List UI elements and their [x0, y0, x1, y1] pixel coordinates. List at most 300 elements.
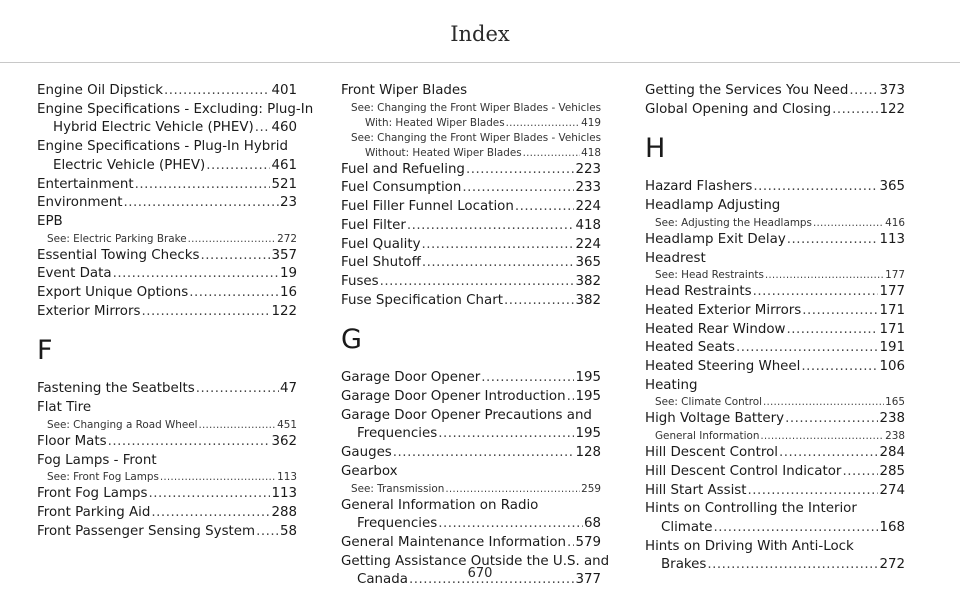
index-subentry — [341, 101, 601, 131]
entry-line — [341, 534, 601, 553]
entry-line — [645, 482, 905, 501]
dot-leader — [108, 433, 271, 452]
dot-leader — [760, 429, 884, 444]
entry-text-continued: With: Heated Wiper Blades — [365, 116, 505, 129]
index-entry — [645, 463, 905, 482]
entry-line — [341, 161, 601, 180]
entry-line — [645, 101, 905, 120]
index-subentry — [37, 418, 297, 433]
page-ref: 224 — [575, 199, 601, 215]
entry-text: Front Wiper Blades — [341, 83, 468, 98]
dot-leader — [481, 369, 574, 388]
dot-leader — [199, 418, 277, 433]
page-ref: 19 — [279, 266, 297, 282]
page-ref: 113 — [277, 471, 297, 484]
dot-leader — [801, 358, 878, 377]
entry-line — [37, 504, 297, 523]
entry-line — [37, 194, 297, 213]
entry-text: Front Passenger Sensing System — [37, 523, 256, 539]
page-ref: 419 — [581, 116, 601, 129]
page-ref: 122 — [879, 101, 905, 117]
page-ref: 382 — [575, 292, 601, 308]
index-entry — [37, 176, 297, 195]
index-entry — [645, 444, 905, 463]
entry-text: See: Electric Parking Brake — [47, 232, 187, 245]
dot-leader — [196, 380, 279, 399]
page-ref: 168 — [879, 519, 905, 535]
dot-leader — [786, 321, 878, 340]
entry-text: Fuel Shutoff — [341, 255, 421, 271]
entry-text: Hazard Flashers — [645, 179, 753, 195]
dot-leader — [506, 116, 581, 131]
page-number: 670 — [467, 566, 493, 581]
dot-leader — [188, 232, 277, 247]
page-ref: 259 — [581, 482, 601, 495]
index-entry — [341, 497, 601, 534]
page-ref: 224 — [575, 236, 601, 252]
page-ref: 373 — [879, 83, 905, 98]
entry-line — [645, 358, 905, 377]
index-entry — [341, 292, 601, 311]
entry-line — [645, 231, 905, 250]
entry-line — [341, 388, 601, 407]
index-entry — [341, 273, 601, 292]
entry-line — [37, 101, 314, 120]
index-entry — [341, 444, 601, 463]
entry-line — [645, 82, 905, 101]
index-subentry — [645, 429, 905, 444]
index-subentry — [37, 470, 297, 485]
page-ref: 461 — [271, 157, 297, 173]
dot-leader — [189, 284, 279, 303]
index-entry — [341, 534, 601, 553]
dot-leader — [438, 515, 583, 534]
page-ref: 195 — [575, 370, 601, 386]
index-column-3 — [645, 82, 905, 575]
page-ref: 195 — [575, 389, 601, 405]
entry-text: Engine Specifications - Excluding: Plug-In — [37, 101, 314, 117]
entry-text: Gearbox — [341, 463, 398, 479]
entry-text: Hill Descent Control Indicator — [645, 463, 842, 479]
header-rule — [0, 62, 960, 63]
index-subentry — [341, 482, 601, 497]
entry-text: Gauges — [341, 445, 392, 461]
dot-leader — [832, 101, 878, 120]
entry-text: See: Head Restraints — [655, 269, 764, 282]
entry-text: General Information — [655, 430, 760, 443]
page-ref: 238 — [879, 411, 905, 427]
entry-line — [341, 497, 601, 516]
dot-leader — [714, 519, 879, 538]
index-subentry — [341, 131, 601, 161]
page-ref: 122 — [271, 303, 297, 319]
dot-leader — [736, 339, 879, 358]
entry-line-continued — [645, 519, 905, 538]
entry-line — [645, 395, 905, 410]
entry-line — [341, 236, 601, 255]
entry-text: Headlamp Adjusting — [645, 198, 781, 214]
entry-text: Global Opening and Closing — [645, 101, 832, 117]
entry-line — [341, 407, 601, 426]
dot-leader — [787, 231, 879, 250]
entry-text: Export Unique Options — [37, 285, 189, 301]
entry-line — [645, 268, 905, 283]
entry-text: Floor Mats — [37, 433, 107, 449]
entry-line — [37, 485, 297, 504]
page-ref: 451 — [277, 418, 297, 431]
entry-text: Heated Steering Wheel — [645, 359, 801, 375]
page-ref: 285 — [879, 463, 905, 479]
index-entry — [645, 101, 905, 120]
dot-leader — [515, 198, 575, 217]
index-entry — [645, 339, 905, 358]
page-ref: 113 — [271, 486, 297, 502]
dot-leader — [255, 119, 271, 138]
page-ref: 401 — [271, 83, 297, 98]
page-ref: 521 — [271, 176, 297, 192]
entry-text: Heated Rear Window — [645, 321, 786, 337]
index-entry — [645, 358, 905, 377]
entry-line-continued — [341, 425, 601, 444]
index-entry — [341, 198, 601, 217]
dot-leader — [779, 444, 878, 463]
dot-leader — [785, 410, 878, 429]
entry-text: Hints on Driving With Anti-Lock — [645, 538, 854, 554]
index-entry — [37, 247, 297, 266]
dot-leader — [445, 482, 580, 497]
dot-leader — [380, 273, 575, 292]
entry-line-continued — [37, 119, 297, 138]
index-subentry — [645, 216, 905, 231]
index-subentry — [645, 395, 905, 410]
dot-leader — [763, 395, 884, 410]
entry-text: Headlamp Exit Delay — [645, 231, 786, 247]
entry-line-continued — [341, 146, 601, 161]
entry-text: High Voltage Battery — [645, 411, 785, 427]
page-ref: 177 — [879, 284, 905, 300]
entry-text-continued: Without: Heated Wiper Blades — [365, 146, 522, 159]
entry-text: Heated Seats — [645, 340, 735, 356]
entry-line — [37, 399, 297, 418]
entry-line — [645, 321, 905, 340]
dot-leader — [753, 178, 878, 197]
index-subentry — [37, 232, 297, 247]
entry-line — [645, 250, 905, 269]
entry-line — [37, 247, 297, 266]
entry-text: Essential Towing Checks — [37, 247, 200, 263]
index-entry — [341, 407, 601, 444]
entry-line — [645, 216, 905, 231]
entry-line — [341, 254, 601, 273]
page-ref: 47 — [279, 381, 297, 397]
page-ref: 362 — [271, 433, 297, 449]
entry-line — [341, 482, 601, 497]
entry-text: Garage Door Opener Precautions and — [341, 407, 592, 423]
page-ref: 191 — [879, 340, 905, 356]
entry-text: Entertainment — [37, 176, 134, 192]
entry-text: Getting the Services You Need — [645, 83, 849, 98]
page-ref: 233 — [575, 180, 601, 196]
index-entry — [37, 82, 297, 101]
dot-leader — [504, 292, 574, 311]
page-ref: 418 — [581, 146, 601, 159]
dot-leader — [407, 217, 575, 236]
entry-line — [37, 232, 297, 247]
entry-text: Fuel Filler Funnel Location — [341, 199, 514, 215]
entry-line — [341, 101, 601, 116]
entry-line — [37, 265, 297, 284]
entry-line — [37, 523, 297, 542]
entry-line — [341, 179, 601, 198]
dot-leader — [113, 265, 279, 284]
entry-text: See: Changing the Front Wiper Blades - Vehicles — [351, 101, 602, 114]
index-entry — [645, 250, 905, 269]
entry-line — [341, 292, 601, 311]
section-letter: G — [341, 324, 362, 356]
dot-leader — [748, 482, 879, 501]
page-ref: 288 — [271, 504, 297, 520]
entry-text: Garage Door Opener — [341, 370, 481, 386]
entry-line — [645, 283, 905, 302]
page-ref: 177 — [885, 269, 905, 282]
entry-line — [341, 198, 601, 217]
dot-leader — [462, 179, 574, 198]
section-letter: F — [37, 335, 53, 367]
index-entry — [37, 452, 297, 471]
entry-text-continued: Hybrid Electric Vehicle (PHEV) — [53, 120, 254, 136]
page-ref: 284 — [879, 445, 905, 461]
index-entry — [341, 369, 601, 388]
entry-line — [341, 273, 601, 292]
entry-text: Fuse Specification Chart — [341, 292, 503, 308]
entry-line — [645, 429, 905, 444]
entry-line — [645, 463, 905, 482]
index-entry — [645, 82, 905, 101]
index-entry — [341, 236, 601, 255]
entry-line — [37, 418, 297, 433]
entry-text: Front Parking Aid — [37, 504, 151, 520]
dot-leader — [842, 463, 878, 482]
page-ref: 377 — [575, 572, 601, 588]
entry-text: Headrest — [645, 250, 706, 266]
entry-line — [37, 284, 297, 303]
page-ref: 223 — [575, 161, 601, 177]
entry-text-continued: Electric Vehicle (PHEV) — [53, 157, 206, 173]
dot-leader — [523, 146, 581, 161]
entry-line-continued — [341, 515, 601, 534]
page-ref: 238 — [885, 430, 905, 443]
index-entry — [645, 197, 905, 216]
entry-text: Getting Assistance Outside the U.S. and — [341, 553, 610, 569]
entry-line-continued — [37, 157, 297, 176]
entry-text: See: Transmission — [351, 482, 445, 495]
page-ref: 16 — [279, 285, 297, 301]
dot-leader — [466, 161, 575, 180]
entry-text: Event Data — [37, 266, 112, 282]
index-entry — [645, 410, 905, 429]
entry-text: Heated Exterior Mirrors — [645, 302, 802, 318]
page-ref: 165 — [885, 396, 905, 409]
entry-text: Head Restraints — [645, 284, 752, 300]
page-ref: 357 — [271, 247, 297, 263]
index-entry — [37, 380, 297, 399]
entry-text-continued: Climate — [661, 519, 713, 535]
dot-leader — [422, 254, 575, 273]
page-ref: 272 — [879, 557, 905, 573]
entry-line — [37, 433, 297, 452]
index-entry — [37, 265, 297, 284]
entry-line — [645, 410, 905, 429]
index-entry — [37, 303, 297, 322]
entry-line — [645, 178, 905, 197]
index-entry — [37, 399, 297, 418]
entry-text-continued: Frequencies — [357, 426, 438, 442]
entry-line — [37, 303, 297, 322]
entry-line — [341, 463, 601, 482]
dot-leader — [135, 176, 271, 195]
entry-text: EPB — [37, 213, 63, 229]
entry-text: See: Climate Control — [655, 396, 763, 409]
index-entry — [37, 213, 297, 232]
dot-leader — [849, 82, 878, 101]
entry-line — [37, 470, 297, 485]
entry-text: Fuses — [341, 273, 379, 289]
dot-leader — [813, 216, 884, 231]
page-ref: 128 — [575, 445, 601, 461]
entry-text: Hill Start Assist — [645, 482, 747, 498]
entry-text: General Information on Radio — [341, 497, 539, 513]
entry-text: Fuel Filter — [341, 217, 406, 233]
entry-text-continued: Brakes — [661, 557, 707, 573]
index-entry — [645, 231, 905, 250]
page-ref: 460 — [271, 120, 297, 136]
entry-text: General Maintenance Information — [341, 534, 567, 550]
entry-text: Engine Specifications - Plug-In Hybrid — [37, 139, 288, 155]
dot-leader — [765, 268, 884, 283]
index-entry — [37, 433, 297, 452]
entry-text: Front Fog Lamps — [37, 486, 148, 502]
entry-text: Exterior Mirrors — [37, 303, 141, 319]
index-entry — [645, 482, 905, 501]
entry-line — [341, 82, 601, 101]
index-entry — [645, 302, 905, 321]
page-ref: 365 — [879, 179, 905, 195]
dot-leader — [438, 425, 574, 444]
page-ref: 171 — [879, 302, 905, 318]
dot-leader — [256, 523, 279, 542]
page-title: Index — [450, 22, 510, 46]
entry-line — [645, 339, 905, 358]
entry-line — [37, 138, 297, 157]
index-entry — [645, 178, 905, 197]
entry-text: Flat Tire — [37, 400, 92, 416]
index-entry — [341, 217, 601, 236]
page-ref: 23 — [279, 195, 297, 211]
entry-text: Hints on Controlling the Interior — [645, 501, 857, 517]
entry-text: See: Front Fog Lamps — [47, 471, 159, 484]
dot-leader — [393, 444, 575, 463]
entry-text: Engine Oil Dipstick — [37, 83, 163, 98]
entry-line — [645, 538, 905, 557]
entry-text: Fog Lamps - Front — [37, 452, 157, 468]
entry-line — [645, 444, 905, 463]
index-column-2 — [341, 82, 610, 590]
entry-text: Fuel Consumption — [341, 180, 462, 196]
entry-text: Fuel Quality — [341, 236, 421, 252]
index-entry — [645, 377, 905, 396]
entry-line-continued — [341, 116, 601, 131]
dot-leader — [567, 534, 574, 553]
dot-leader — [753, 283, 879, 302]
dot-leader — [151, 504, 270, 523]
index-entry — [37, 504, 297, 523]
entry-line — [37, 213, 297, 232]
entry-line — [37, 452, 297, 471]
page-ref: 106 — [879, 359, 905, 375]
dot-leader — [149, 485, 271, 504]
entry-text: Garage Door Opener Introduction — [341, 389, 566, 405]
entry-line — [645, 500, 905, 519]
entry-text: Environment — [37, 195, 123, 211]
index-entry — [37, 101, 314, 138]
entry-text: Heating — [645, 377, 698, 393]
index-entry — [645, 283, 905, 302]
dot-leader — [160, 470, 276, 485]
page-ref: 579 — [575, 534, 601, 550]
page-ref: 382 — [575, 273, 601, 289]
entry-text-continued: Frequencies — [357, 516, 438, 532]
page-ref: 416 — [885, 216, 905, 229]
dot-leader — [567, 388, 575, 407]
dot-leader — [802, 302, 878, 321]
index-entry — [341, 463, 601, 482]
index-entry — [341, 161, 601, 180]
entry-text: Fuel and Refueling — [341, 161, 465, 177]
entry-text-continued: Canada — [357, 572, 408, 588]
index-entry — [341, 179, 601, 198]
index-entry — [645, 500, 905, 537]
index-subentry — [645, 268, 905, 283]
page-ref: 171 — [879, 321, 905, 337]
entry-line — [341, 369, 601, 388]
entry-text: See: Changing a Road Wheel — [47, 418, 198, 431]
index-entry — [37, 194, 297, 213]
entry-line — [37, 176, 297, 195]
index-entry — [341, 388, 601, 407]
page-ref: 365 — [575, 255, 601, 271]
dot-leader — [141, 303, 270, 322]
entry-line — [37, 82, 297, 101]
page-ref: 195 — [575, 426, 601, 442]
entry-text: Fastening the Seatbelts — [37, 381, 195, 397]
entry-line — [645, 302, 905, 321]
section-letter: H — [645, 133, 666, 165]
entry-line — [341, 444, 601, 463]
page-ref: 58 — [279, 523, 297, 539]
index-entry — [341, 254, 601, 273]
dot-leader — [200, 247, 270, 266]
index-entry — [645, 321, 905, 340]
page-ref: 418 — [575, 217, 601, 233]
page-ref: 68 — [583, 516, 601, 532]
entry-text: See: Changing the Front Wiper Blades - Vehicles — [351, 131, 602, 144]
index-column-1 — [37, 82, 314, 541]
entry-text: See: Adjusting the Headlamps — [655, 216, 812, 229]
entry-line — [37, 380, 297, 399]
entry-line — [645, 377, 905, 396]
dot-leader — [164, 82, 270, 101]
dot-leader — [206, 157, 270, 176]
